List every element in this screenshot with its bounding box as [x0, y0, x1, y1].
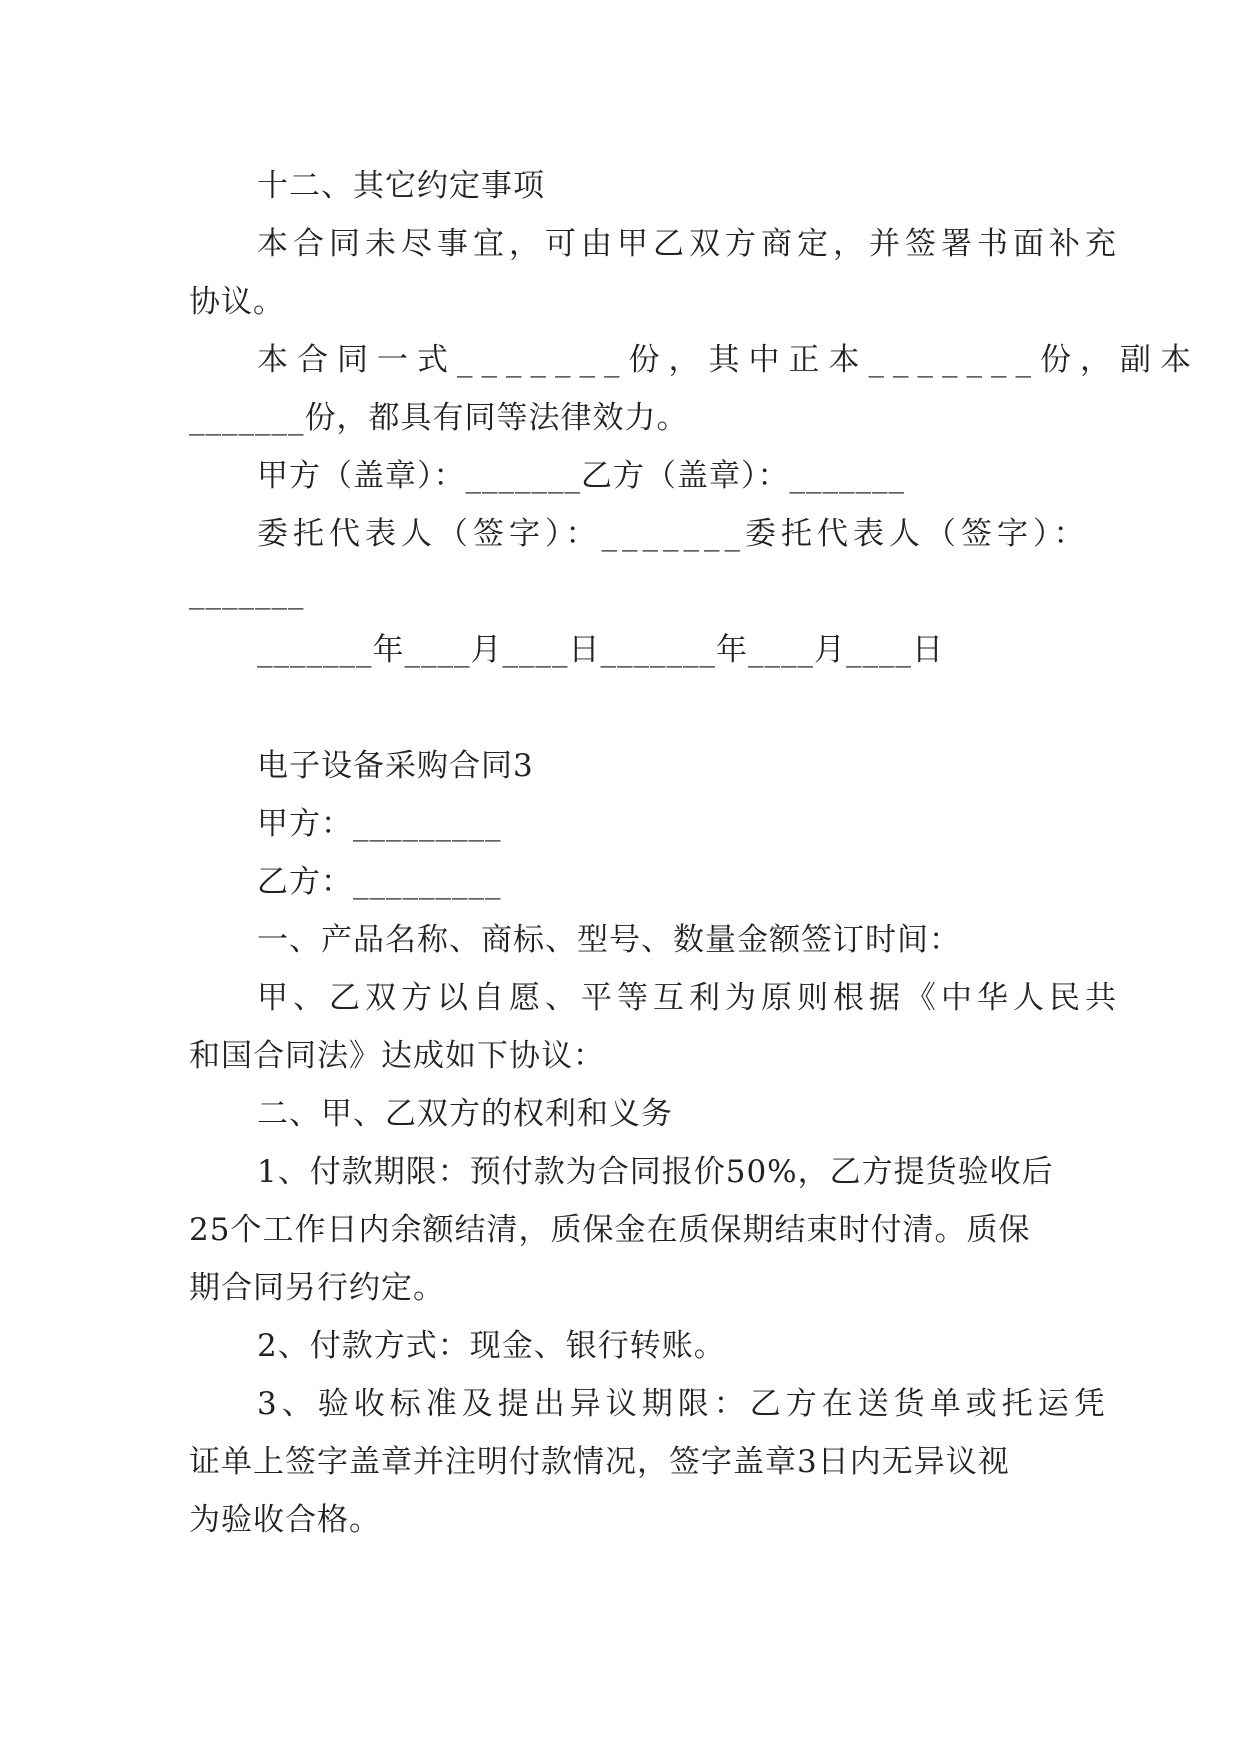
paragraph-line: _______份，都具有同等法律效力。 [189, 400, 689, 436]
section-heading-12: 十二、其它约定事项 [257, 168, 545, 204]
paragraph-line: 和国合同法》达成如下协议： [189, 1038, 605, 1074]
paragraph-line: 协议。 [189, 284, 285, 320]
clause-1-line: 25个工作日内余额结清，质保金在质保期结束时付清。质保 [189, 1212, 1031, 1248]
contract-title: 电子设备采购合同3 [257, 748, 534, 784]
clause-3-line: 3、验收标准及提出异议期限：乙方在送货单或托运凭 [257, 1386, 1110, 1422]
signature-line-representative: 委托代表人（签字）：_______委托代表人（签字）： [257, 516, 1090, 552]
paragraph-line: 本合同未尽事宜，可由甲乙双方商定，并签署书面补充 [257, 226, 1121, 262]
clause-1-line: 期合同另行约定。 [189, 1270, 445, 1306]
signature-blank: _______ [189, 574, 305, 610]
clause-3-line: 为验收合格。 [189, 1502, 381, 1538]
paragraph-line: 甲、乙双方以自愿、平等互利为原则根据《中华人民共 [257, 980, 1121, 1016]
party-a-line: 甲方：_________ [257, 806, 502, 842]
section-heading-2: 二、甲、乙双方的权利和义务 [257, 1096, 673, 1132]
party-b-line: 乙方：_________ [257, 864, 502, 900]
clause-3-line: 证单上签字盖章并注明付款情况，签字盖章3日内无异议视 [189, 1444, 1010, 1480]
date-line: _______年____月____日_______年____月____日 [257, 632, 944, 668]
section-heading-1: 一、产品名称、商标、型号、数量金额签订时间： [257, 922, 961, 958]
clause-1-line: 1、付款期限：预付款为合同报价50%，乙方提货验收后 [257, 1154, 1054, 1190]
clause-2-line: 2、付款方式：现金、银行转账。 [257, 1328, 726, 1364]
signature-line-seal: 甲方（盖章）：_______乙方（盖章）：_______ [257, 458, 905, 494]
paragraph-line: 本合同一式_______份，其中正本_______份，副本 [257, 342, 1200, 378]
